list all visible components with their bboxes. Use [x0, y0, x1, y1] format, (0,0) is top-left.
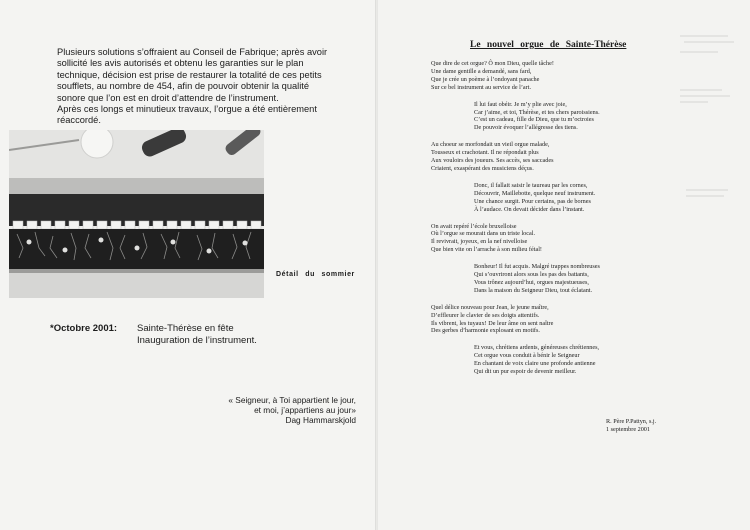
poem-line: D’effleurer le clavier de ses doigts attentifs.	[431, 311, 540, 319]
inauguration-note	[50, 323, 370, 346]
poem-line: Vous trônez aujourd’hui, orgues majestueuses,	[474, 278, 589, 286]
organ-sommier-photo	[9, 130, 264, 298]
poem-line: Il revivrait, joyeux, en la nef nivelloise	[431, 238, 528, 246]
poem-line: De pouvoir évoquer l’allégresse des tiens.	[474, 124, 578, 132]
poem-stanza	[431, 223, 681, 255]
poem-line: Une chance surgit. Pour certains, pas de bornes	[474, 197, 591, 205]
poem-stanza	[431, 344, 681, 376]
event-date: *Octobre 2001:	[50, 323, 118, 334]
photo-caption: Détail du sommier	[276, 271, 355, 278]
poem-line: Découvrir, Maillebotte, quelque neuf instrument.	[474, 189, 596, 197]
poem-line: Au choeur se morfondait un vieil orgue malade,	[431, 141, 550, 149]
poem-stanza	[431, 182, 681, 214]
poem-line: Et vous, chrétiens ardents, généreuses chrétiennes,	[474, 344, 600, 352]
quote-line: « Seigneur, à Toi appartient le jour,	[228, 395, 356, 405]
poem-stanza	[431, 60, 681, 92]
poem-line: Une dame gentille a demandé, sans fard,	[431, 67, 532, 75]
poem-line: Il lui faut obéir. Je m’y plie avec joie,	[474, 100, 567, 108]
sommier-illustration	[9, 130, 264, 298]
poem-stanza	[431, 141, 681, 173]
poem-line: Des gerbes d’harmonie explosant en motifs.	[431, 327, 540, 335]
poem-line: Que dire de cet orgue? Ô mon Dieu, quelle tâche!	[431, 60, 554, 67]
signature-author: R. Père P.Pattyn, s.j.	[606, 418, 657, 425]
intro-line: réaccordé.	[57, 115, 101, 126]
poem-stanza	[431, 304, 681, 336]
intro-line: Après ces longs et minutieux travaux, l’orgue a été entièrement	[57, 104, 317, 115]
poem-line: Sur ce bel instrument au service de l’art.	[431, 83, 531, 91]
poem-stanza	[431, 263, 681, 295]
intro-line: Plusieurs solutions s’offraient au Conseil de Fabrique; après avoir	[57, 47, 328, 57]
poem-line: Qui dit un pur espoir de devenir meilleur.	[474, 368, 577, 376]
intro-line: soufflets, au nombre de 454, afin de pouvoir obtenir la qualité	[57, 81, 310, 92]
poem-line: Que je crée un poème à l’ondoyant panache	[431, 75, 540, 83]
intro-line: sollicité les avis autorisés et obtenu les garanties sur le plan	[57, 58, 304, 69]
poem-line: Quel délice nouveau pour Jean, le jeune maître,	[431, 303, 549, 311]
quote-author: Dag Hammarskjold	[285, 415, 356, 425]
signature-date: 1 septembre 2001	[606, 426, 650, 433]
poem-line: À l’audace. On devait décider dans l’instant.	[474, 205, 585, 213]
poem-line: Bonheur! Il fut acquis. Malgré trappes nombreuses	[474, 263, 600, 271]
poem-signature	[606, 418, 686, 434]
poem-line: Dans la maison du Seigneur Dieu, tout éclatant.	[474, 286, 593, 294]
poem-line: Car j’aime, et toi, Thérèse, et tes chers paroissiens.	[474, 108, 600, 116]
poem-line: On avait repéré l’école bruxelloise	[431, 222, 517, 230]
event-subtitle: Inauguration de l’instrument.	[137, 334, 257, 346]
poem-line: En chantant de voix claire une profonde antienne	[474, 360, 596, 368]
poem-line: Aux vouloirs des joueurs. Ses accès, ses saccades	[431, 157, 554, 165]
poem-line: Cet orgue vous conduit à bénir le Seigneur	[474, 352, 580, 360]
poem-line: C’est un cadeau, fille de Dieu, que tu m’octroies	[474, 116, 594, 124]
show-through-text	[678, 30, 738, 230]
poem-line: Tousseux et crachotant. Il ne répondait plus	[431, 149, 539, 157]
poem-line: Que bien vite on l’arrache à son milieu fétal!	[431, 246, 542, 254]
epigraph-quote	[160, 395, 356, 425]
event-title: Sainte-Thérèse en fête	[137, 323, 234, 334]
poem-line: Ils vibrent, les tuyaux! De leur âme on sent naître	[431, 319, 554, 327]
intro-paragraph	[57, 47, 341, 127]
poem-title: Le nouvel orgue de Sainte-Thérèse	[470, 40, 627, 50]
poem-body	[431, 60, 681, 385]
poem-line: Qui s’ouvriront alors sous les pas des battants,	[474, 271, 589, 279]
poem-line: Donc, il fallait saisir le taureau par les cornes,	[474, 181, 588, 189]
poem-line: Où l’orgue se mourait dans un triste local.	[431, 230, 536, 238]
poem-line: Criaient, exaspérant des musiciens déçus.	[431, 164, 534, 172]
poem-stanza	[431, 101, 681, 133]
intro-line: technique, décision est prise de restaurer la totalité de ces petits	[57, 69, 322, 80]
quote-line: et moi, j’appartiens au jour»	[254, 405, 356, 415]
intro-line: sonore que l’on est en droit d’attendre de l’instrument.	[57, 92, 279, 103]
